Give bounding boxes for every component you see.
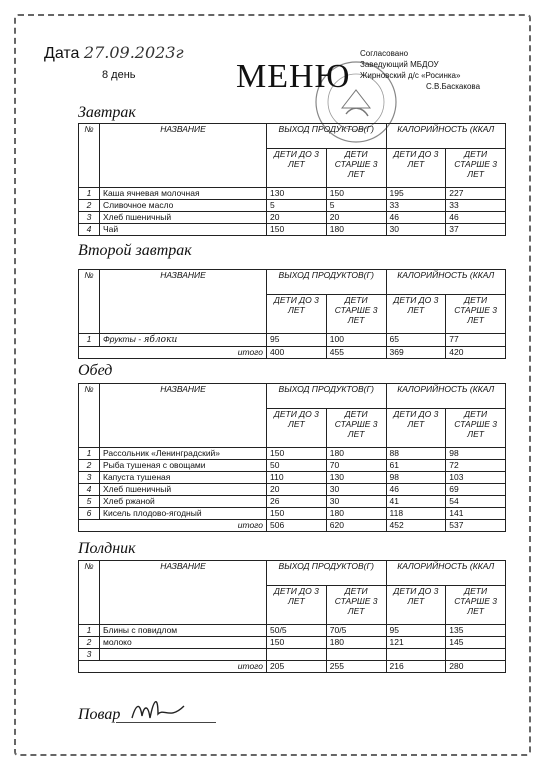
row-num: 4 — [79, 224, 100, 236]
total-kc-young: 216 — [386, 661, 446, 673]
row-name: Чай — [100, 224, 267, 236]
row-out-older: 30 — [326, 496, 386, 508]
col-calories: КАЛОРИЙНОСТЬ (ККАЛ — [386, 561, 506, 586]
row-num: 2 — [79, 460, 100, 472]
total-kc-older: 537 — [446, 520, 506, 532]
table-row — [79, 448, 506, 460]
page-title: МЕНЮ — [236, 58, 351, 95]
section-title-lunch: Обед — [78, 362, 113, 379]
col-calories: КАЛОРИЙНОСТЬ (ККАЛ — [386, 270, 506, 295]
col-output: ВЫХОД ПРОДУКТОВ(Г) — [267, 124, 387, 149]
row-out-older: 150 — [326, 188, 386, 200]
row-kc-older: 227 — [446, 188, 506, 200]
cook-signature — [124, 694, 194, 726]
total-kc-older: 280 — [446, 661, 506, 673]
table-row — [79, 224, 506, 236]
table-lunch — [78, 383, 506, 532]
row-out-older: 70 — [326, 460, 386, 472]
row-out-older: 30 — [326, 484, 386, 496]
total-label: итого — [79, 347, 267, 359]
total-out-young: 205 — [267, 661, 327, 673]
col-older: ДЕТИ СТАРШЕ 3 ЛЕТ — [326, 149, 386, 188]
row-out-young: 150 — [267, 508, 327, 520]
col-num: № — [79, 561, 100, 625]
col-young-kc: ДЕТИ ДО 3 ЛЕТ — [386, 295, 446, 334]
handwritten-fruit: яблоки — [143, 335, 178, 345]
table-breakfast — [78, 123, 506, 236]
row-kc-young: 121 — [386, 637, 446, 649]
row-name: молоко — [100, 637, 267, 649]
table-row — [79, 637, 506, 649]
col-output: ВЫХОД ПРОДУКТОВ(Г) — [267, 270, 387, 295]
table-row — [79, 472, 506, 484]
row-kc-older: 46 — [446, 212, 506, 224]
row-out-young — [267, 649, 327, 661]
total-out-young: 506 — [267, 520, 327, 532]
row-num: 6 — [79, 508, 100, 520]
col-young: ДЕТИ ДО 3 ЛЕТ — [267, 149, 327, 188]
row-kc-older: 77 — [446, 334, 506, 347]
col-name: НАЗВАНИЕ — [100, 270, 267, 334]
total-label: итого — [79, 661, 267, 673]
row-kc-young: 33 — [386, 200, 446, 212]
row-num: 1 — [79, 625, 100, 637]
col-young-kc: ДЕТИ ДО 3 ЛЕТ — [386, 409, 446, 448]
row-out-older: 180 — [326, 448, 386, 460]
total-kc-young: 369 — [386, 347, 446, 359]
row-out-young: 150 — [267, 637, 327, 649]
row-out-older: 180 — [326, 508, 386, 520]
row-kc-young: 65 — [386, 334, 446, 347]
col-young: ДЕТИ ДО 3 ЛЕТ — [267, 409, 327, 448]
col-num: № — [79, 124, 100, 188]
row-out-young: 50/5 — [267, 625, 327, 637]
row-kc-young: 61 — [386, 460, 446, 472]
row-num: 3 — [79, 212, 100, 224]
table-row — [79, 496, 506, 508]
row-out-young: 95 — [267, 334, 327, 347]
row-out-older: 180 — [326, 637, 386, 649]
col-young-kc: ДЕТИ ДО 3 ЛЕТ — [386, 149, 446, 188]
col-young: ДЕТИ ДО 3 ЛЕТ — [267, 586, 327, 625]
row-name: Хлеб пшеничный — [100, 212, 267, 224]
row-kc-older: 141 — [446, 508, 506, 520]
date-value: 27.09.2023г — [83, 43, 184, 62]
row-kc-older: 54 — [446, 496, 506, 508]
row-name: Кисель плодово-ягодный — [100, 508, 267, 520]
row-num: 1 — [79, 334, 100, 347]
table-row — [79, 188, 506, 200]
total-out-older: 620 — [326, 520, 386, 532]
col-calories: КАЛОРИЙНОСТЬ (ККАЛ — [386, 384, 506, 409]
table-row — [79, 212, 506, 224]
row-kc-young: 95 — [386, 625, 446, 637]
approval-line: Согласовано — [360, 49, 409, 58]
table-snack — [78, 560, 506, 673]
row-out-older: 130 — [326, 472, 386, 484]
row-name: Капуста тушеная — [100, 472, 267, 484]
total-kc-older: 420 — [446, 347, 506, 359]
col-older-kc: ДЕТИ СТАРШЕ 3 ЛЕТ — [446, 586, 506, 625]
table-row — [79, 460, 506, 472]
row-kc-young: 118 — [386, 508, 446, 520]
row-kc-older: 145 — [446, 637, 506, 649]
row-name — [100, 649, 267, 661]
row-num: 4 — [79, 484, 100, 496]
table-row — [79, 484, 506, 496]
row-out-young: 20 — [267, 212, 327, 224]
row-name: Хлеб ржаной — [100, 496, 267, 508]
row-num: 3 — [79, 472, 100, 484]
col-output: ВЫХОД ПРОДУКТОВ(Г) — [267, 384, 387, 409]
col-name: НАЗВАНИЕ — [100, 561, 267, 625]
row-num: 3 — [79, 649, 100, 661]
col-name: НАЗВАНИЕ — [100, 384, 267, 448]
row-out-older: 100 — [326, 334, 386, 347]
col-older: ДЕТИ СТАРШЕ 3 ЛЕТ — [326, 295, 386, 334]
total-out-older: 255 — [326, 661, 386, 673]
row-name — [100, 334, 267, 347]
col-name: НАЗВАНИЕ — [100, 124, 267, 188]
row-out-young: 150 — [267, 224, 327, 236]
row-name: Хлеб пшеничный — [100, 484, 267, 496]
row-out-older: 180 — [326, 224, 386, 236]
approval-block — [360, 48, 480, 92]
col-older-kc: ДЕТИ СТАРШЕ 3 ЛЕТ — [446, 149, 506, 188]
total-row — [79, 520, 506, 532]
row-num: 2 — [79, 200, 100, 212]
row-name: Сливочное масло — [100, 200, 267, 212]
row-kc-young — [386, 649, 446, 661]
row-out-older: 70/5 — [326, 625, 386, 637]
row-kc-older: 103 — [446, 472, 506, 484]
row-kc-young: 41 — [386, 496, 446, 508]
approval-line: С.В.Баскакова — [426, 82, 481, 91]
col-num: № — [79, 384, 100, 448]
row-name: Блины с повидлом — [100, 625, 267, 637]
col-older-kc: ДЕТИ СТАРШЕ 3 ЛЕТ — [446, 295, 506, 334]
col-calories: КАЛОРИЙНОСТЬ (ККАЛ — [386, 124, 506, 149]
row-out-young: 110 — [267, 472, 327, 484]
col-young: ДЕТИ ДО 3 ЛЕТ — [267, 295, 327, 334]
row-num: 2 — [79, 637, 100, 649]
table-row — [79, 508, 506, 520]
col-young-kc: ДЕТИ ДО 3 ЛЕТ — [386, 586, 446, 625]
row-out-older: 5 — [326, 200, 386, 212]
row-kc-older: 69 — [446, 484, 506, 496]
date-line — [44, 43, 184, 63]
row-kc-older: 37 — [446, 224, 506, 236]
row-name: Рассольник «Ленинградский» — [100, 448, 267, 460]
row-kc-older: 72 — [446, 460, 506, 472]
total-kc-young: 452 — [386, 520, 446, 532]
approval-line: Заведующий МБДОУ — [360, 60, 439, 69]
approval-line: Жирновский д/с «Росинка» — [360, 71, 461, 80]
row-name-text: Фрукты - — [103, 334, 142, 344]
row-num: 5 — [79, 496, 100, 508]
row-out-older: 20 — [326, 212, 386, 224]
date-label: Дата — [44, 45, 80, 62]
row-kc-older: 33 — [446, 200, 506, 212]
section-title-second-breakfast: Второй завтрак — [78, 242, 192, 259]
col-output: ВЫХОД ПРОДУКТОВ(Г) — [267, 561, 387, 586]
table-row — [79, 625, 506, 637]
row-num: 1 — [79, 448, 100, 460]
table-row — [79, 200, 506, 212]
row-kc-older: 135 — [446, 625, 506, 637]
row-out-young: 150 — [267, 448, 327, 460]
row-name: Каша ячневая молочная — [100, 188, 267, 200]
row-num: 1 — [79, 188, 100, 200]
day-number: 8 день — [102, 69, 136, 81]
row-kc-young: 46 — [386, 484, 446, 496]
cook-label: Повар — [78, 706, 121, 723]
row-kc-young: 98 — [386, 472, 446, 484]
row-kc-older — [446, 649, 506, 661]
total-label: итого — [79, 520, 267, 532]
row-out-young: 50 — [267, 460, 327, 472]
total-row — [79, 661, 506, 673]
row-name: Рыба тушеная с овощами — [100, 460, 267, 472]
total-out-young: 400 — [267, 347, 327, 359]
table-row — [79, 334, 506, 347]
section-title-snack: Полдник — [78, 540, 136, 557]
row-kc-young: 88 — [386, 448, 446, 460]
col-older-kc: ДЕТИ СТАРШЕ 3 ЛЕТ — [446, 409, 506, 448]
col-num: № — [79, 270, 100, 334]
row-out-young: 20 — [267, 484, 327, 496]
section-title-breakfast: Завтрак — [78, 104, 136, 121]
col-older: ДЕТИ СТАРШЕ 3 ЛЕТ — [326, 409, 386, 448]
row-out-older — [326, 649, 386, 661]
total-out-older: 455 — [326, 347, 386, 359]
row-out-young: 130 — [267, 188, 327, 200]
table-second-breakfast — [78, 269, 506, 359]
col-older: ДЕТИ СТАРШЕ 3 ЛЕТ — [326, 586, 386, 625]
row-out-young: 5 — [267, 200, 327, 212]
row-kc-young: 30 — [386, 224, 446, 236]
row-kc-older: 98 — [446, 448, 506, 460]
row-kc-young: 195 — [386, 188, 446, 200]
row-kc-young: 46 — [386, 212, 446, 224]
table-row — [79, 649, 506, 661]
row-out-young: 26 — [267, 496, 327, 508]
total-row — [79, 347, 506, 359]
